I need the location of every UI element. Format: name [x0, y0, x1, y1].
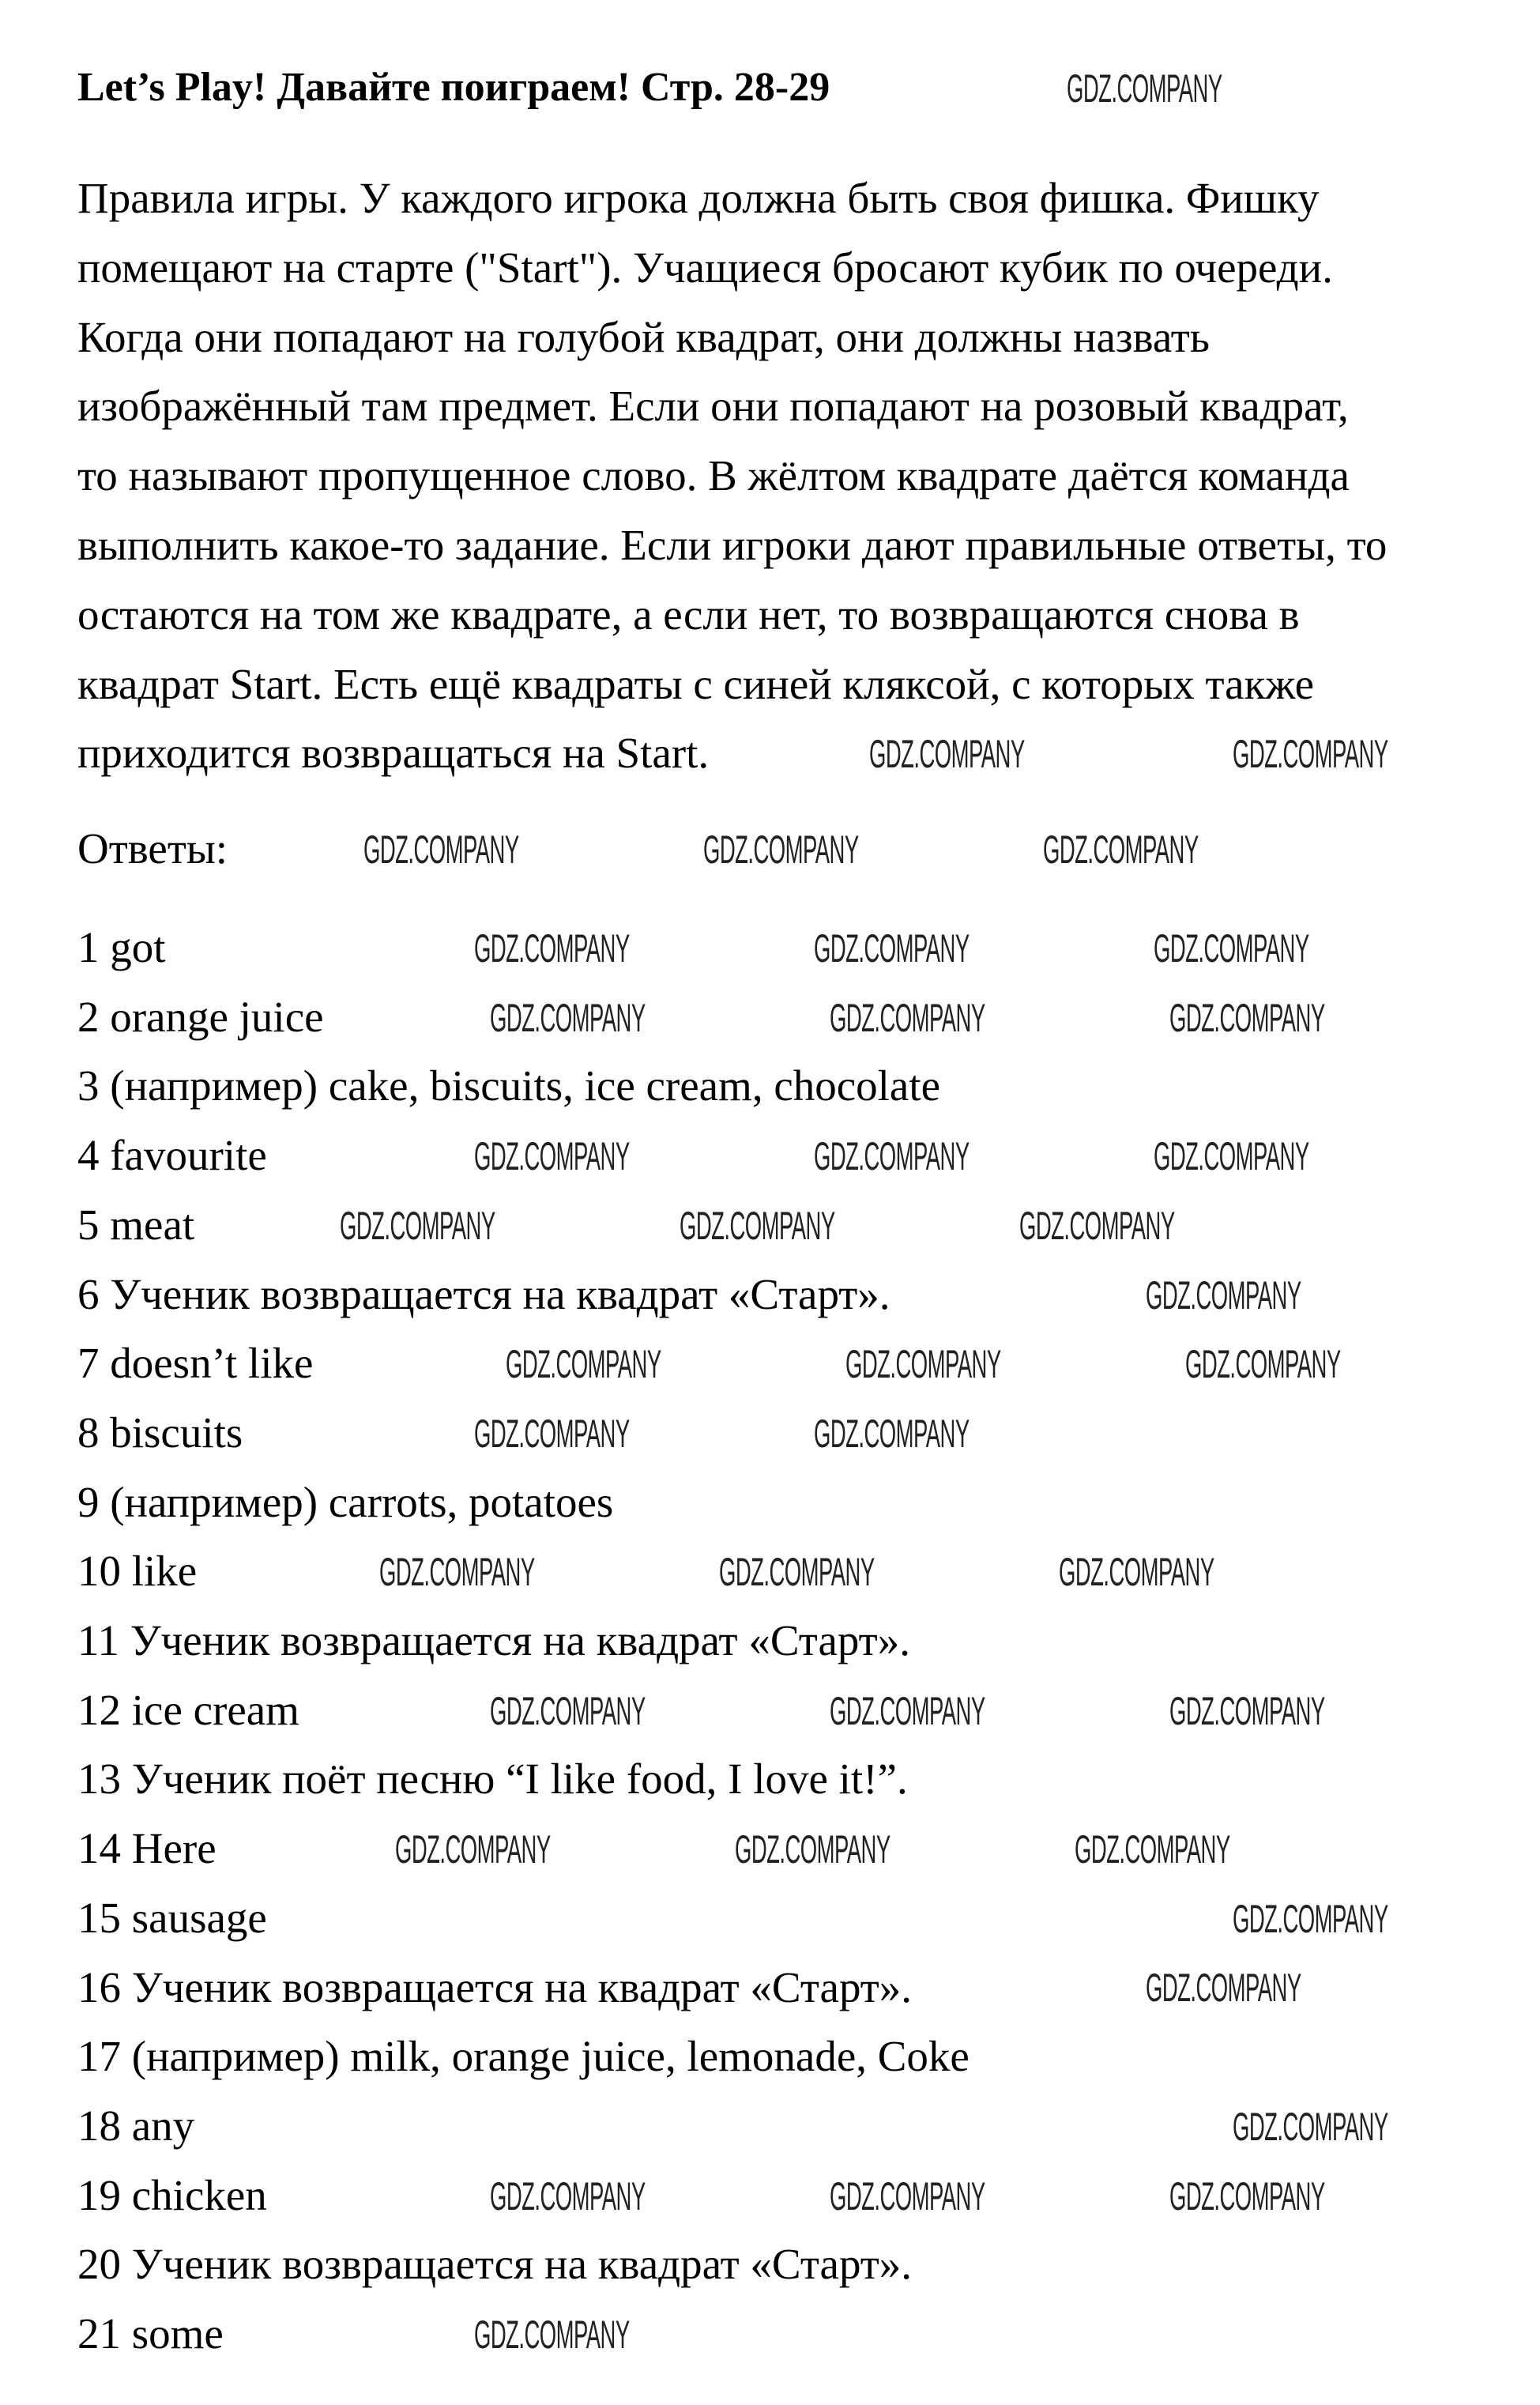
answer-item: 18 any [77, 2101, 195, 2150]
watermark: GDZ.COMPANY [1154, 926, 1309, 971]
answer-item: 2 orange juice [77, 992, 324, 1041]
answer-item: 14 Here [77, 1824, 217, 1873]
answer-item: 15 sausage [77, 1893, 267, 1942]
watermark: GDZ.COMPANY [363, 827, 519, 872]
watermark: GDZ.COMPANY [830, 2174, 985, 2218]
watermark: GDZ.COMPANY [1075, 1827, 1230, 1872]
watermark: GDZ.COMPANY [340, 1204, 495, 1248]
watermark: GDZ.COMPANY [474, 1134, 630, 1178]
answer-item: 7 doesn’t like [77, 1339, 314, 1388]
watermark: GDZ.COMPANY [1233, 732, 1388, 776]
watermark: GDZ.COMPANY [1019, 1204, 1175, 1248]
watermark: GDZ.COMPANY [1233, 2105, 1388, 2149]
watermark: GDZ.COMPANY [490, 996, 646, 1040]
answer-item: 3 (например) cake, biscuits, ice cream, chocolate [77, 1061, 941, 1110]
watermark: GDZ.COMPANY [830, 996, 985, 1040]
answer-item: 13 Ученик поёт песню “I like food, I love it!”. [77, 1755, 908, 1804]
answer-item: 1 got [77, 923, 166, 971]
rules-line: приходится возвращаться на Start. [77, 729, 710, 778]
watermark: GDZ.COMPANY [719, 1550, 875, 1594]
watermark: GDZ.COMPANY [1185, 1342, 1341, 1386]
watermark: GDZ.COMPANY [1154, 1134, 1309, 1178]
watermark: GDZ.COMPANY [474, 1412, 630, 1456]
rules-line: выполнить какое-то задание. Если игроки дают правильные ответы, то [77, 520, 1388, 569]
rules-line: помещают на старте ("Start"). Учащиеся бросают кубик по очереди. [77, 243, 1333, 292]
answer-item: 17 (например) milk, orange juice, lemonade, Coke [77, 2032, 970, 2081]
answer-item: 20 Ученик возвращается на квадрат «Старт». [77, 2240, 913, 2289]
answer-item: 16 Ученик возвращается на квадрат «Старт». [77, 1962, 913, 2011]
watermark: GDZ.COMPANY [814, 926, 970, 971]
watermark: GDZ.COMPANY [1059, 1550, 1214, 1594]
rules-line: остаются на том же квадрате, а если нет, то возвращаются снова в [77, 590, 1300, 639]
rules-line: то называют пропущенное слово. В жёлтом квадрате даётся команда [77, 451, 1350, 500]
watermark: GDZ.COMPANY [379, 1550, 535, 1594]
watermark: GDZ.COMPANY [1067, 66, 1222, 111]
watermark: GDZ.COMPANY [1233, 1897, 1388, 1941]
watermark: GDZ.COMPANY [1169, 1689, 1325, 1733]
rules-line: изображённый там предмет. Если они попадают на розовый квадрат, [77, 382, 1349, 431]
answer-item: 11 Ученик возвращается на квадрат «Старт». [77, 1616, 910, 1665]
watermark: GDZ.COMPANY [474, 926, 630, 971]
watermark: GDZ.COMPANY [869, 732, 1025, 776]
watermark: GDZ.COMPANY [490, 2174, 646, 2218]
watermark: GDZ.COMPANY [474, 2313, 630, 2357]
watermark: GDZ.COMPANY [490, 1689, 646, 1733]
watermark: GDZ.COMPANY [1169, 996, 1325, 1040]
watermark: GDZ.COMPANY [703, 827, 859, 872]
rules-line: Когда они попадают на голубой квадрат, они должны назвать [77, 312, 1210, 361]
watermark: GDZ.COMPANY [814, 1412, 970, 1456]
answers-list [77, 913, 970, 2369]
page-title: Let’s Play! Давайте поиграем! Стр. 28-29 [77, 65, 830, 110]
answer-item: 12 ice cream [77, 1685, 299, 1734]
watermark: GDZ.COMPANY [506, 1342, 661, 1386]
watermark: GDZ.COMPANY [1146, 1273, 1301, 1317]
game-rules-paragraph [77, 164, 1387, 788]
watermark: GDZ.COMPANY [1043, 827, 1199, 872]
watermark: GDZ.COMPANY [814, 1134, 970, 1178]
answer-item: 5 meat [77, 1200, 195, 1249]
rules-line: Правила игры. У каждого игрока должна быть своя фишка. Фишку [77, 174, 1320, 222]
answer-item: 4 favourite [77, 1131, 267, 1180]
rules-line: квадрат Start. Есть ещё квадраты с синей кляксой, с которых также [77, 659, 1315, 708]
watermark: GDZ.COMPANY [680, 1204, 835, 1248]
answer-item: 8 biscuits [77, 1408, 243, 1457]
watermark: GDZ.COMPANY [1169, 2174, 1325, 2218]
watermark: GDZ.COMPANY [845, 1342, 1001, 1386]
answer-item: 6 Ученик возвращается на квадрат «Старт». [77, 1269, 890, 1318]
answer-item: 21 some [77, 2309, 224, 2358]
watermark: GDZ.COMPANY [735, 1827, 890, 1872]
watermark: GDZ.COMPANY [395, 1827, 551, 1872]
watermark: GDZ.COMPANY [1146, 1966, 1301, 2010]
answers-heading: Ответы: [77, 824, 228, 873]
answer-item: 19 chicken [77, 2170, 267, 2219]
answer-item: 9 (например) carrots, potatoes [77, 1477, 614, 1526]
watermark: GDZ.COMPANY [830, 1689, 985, 1733]
answer-item: 10 like [77, 1547, 198, 1596]
